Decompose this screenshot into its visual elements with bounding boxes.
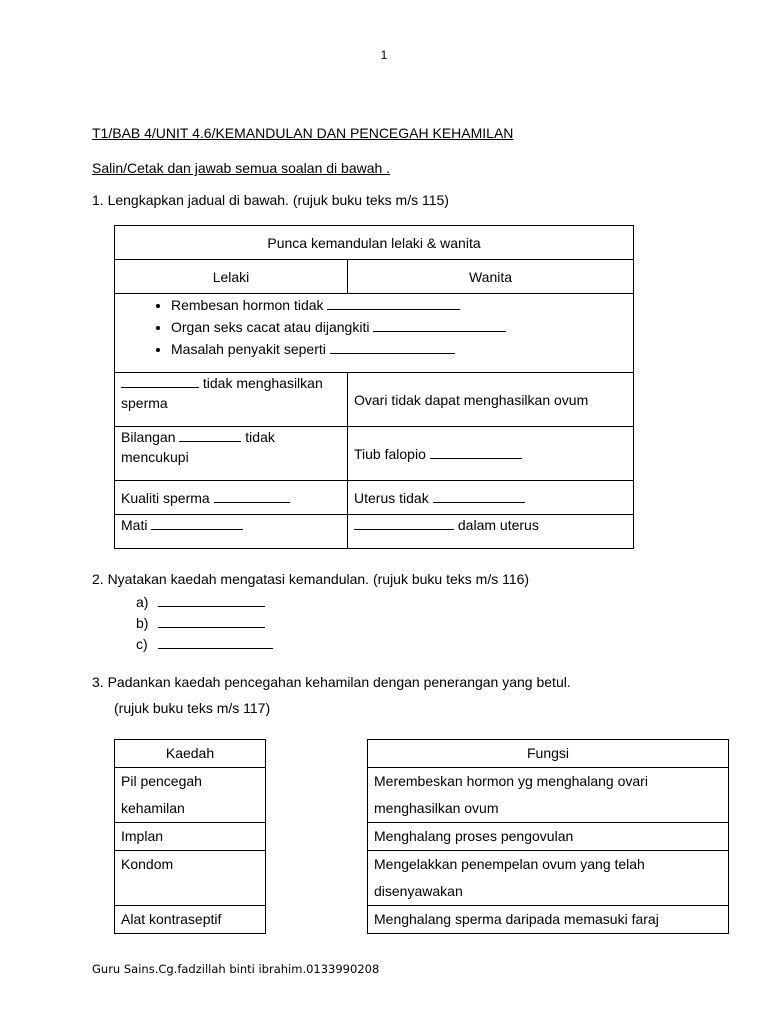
q3-prompt: 3. Padankan kaedah pencegahan kehamilan dengan penerangan yang betul. — [92, 674, 571, 690]
answer-blank[interactable] — [158, 613, 265, 628]
table-cell: Tiub falopio — [348, 427, 634, 481]
column-header-female: Wanita — [348, 260, 634, 294]
page-number: 1 — [380, 48, 388, 62]
answer-blank[interactable] — [151, 515, 243, 530]
answer-blank[interactable] — [430, 444, 522, 459]
answer-blank[interactable] — [179, 427, 241, 442]
answer-blank[interactable] — [158, 592, 265, 607]
table-cell: tidak menghasilkan sperma — [115, 373, 348, 427]
function-cell: Menghalang proses pengovulan — [368, 823, 729, 851]
list-item: • Rembesan hormon tidak — [171, 294, 627, 316]
worksheet-title: T1/BAB 4/UNIT 4.6/KEMANDULAN DAN PENCEGAH KEHAMILAN — [92, 125, 514, 141]
instruction: Salin/Cetak dan jawab semua soalan di bawah . — [92, 160, 391, 176]
answer-blank[interactable] — [373, 317, 506, 332]
q2-item-b: b) — [136, 613, 265, 631]
column-header-kaedah: Kaedah — [115, 740, 266, 768]
method-cell: Alat kontraseptif — [115, 906, 266, 934]
q2-item-c: c) — [136, 634, 273, 652]
table-cell: Ovari tidak dapat menghasilkan ovum — [348, 373, 634, 427]
q2-prompt: 2. Nyatakan kaedah mengatasi kemandulan. (rujuk buku teks m/s 116) — [92, 571, 530, 587]
table-cell: Kualiti sperma — [115, 481, 348, 515]
footer-author: Guru Sains.Cg.fadzillah binti ibrahim.0133990208 — [92, 962, 380, 976]
q3-reference: (rujuk buku teks m/s 117) — [114, 700, 271, 716]
list-item: • Masalah penyakit seperti — [171, 338, 627, 360]
list-item: • Organ seks cacat atau dijangkiti — [171, 316, 627, 338]
infertility-causes-table — [114, 225, 634, 549]
function-cell: Merembeskan hormon yg menghalang ovari menghasilkan ovum — [368, 768, 729, 823]
answer-blank[interactable] — [330, 339, 455, 354]
column-header-male: Lelaki — [115, 260, 348, 294]
functions-table — [367, 739, 729, 934]
q2-item-a: a) — [136, 592, 265, 610]
column-header-fungsi: Fungsi — [368, 740, 729, 768]
q1-prompt: 1. Lengkapkan jadual di bawah. (rujuk buku teks m/s 115) — [92, 192, 449, 208]
answer-blank[interactable] — [433, 488, 525, 503]
method-cell: Kondom — [115, 851, 266, 906]
table-title: Punca kemandulan lelaki & wanita — [115, 226, 634, 260]
answer-blank[interactable] — [214, 488, 290, 503]
table-cell: Mati — [115, 515, 348, 549]
function-cell: Menghalang sperma daripada memasuki faraj — [368, 906, 729, 934]
shared-causes-list — [121, 294, 627, 360]
answer-blank[interactable] — [158, 634, 273, 649]
table-cell: dalam uterus — [348, 515, 634, 549]
shared-causes-cell — [115, 294, 634, 373]
answer-blank[interactable] — [327, 295, 460, 310]
answer-blank[interactable] — [354, 515, 454, 530]
method-cell: Pil pencegah kehamilan — [115, 768, 266, 823]
methods-table — [114, 739, 266, 934]
method-cell: Implan — [115, 823, 266, 851]
table-cell: Uterus tidak — [348, 481, 634, 515]
answer-blank[interactable] — [121, 373, 199, 388]
function-cell: Mengelakkan penempelan ovum yang telah disenyawakan — [368, 851, 729, 906]
table-cell: Bilangan tidak mencukupi — [115, 427, 348, 481]
